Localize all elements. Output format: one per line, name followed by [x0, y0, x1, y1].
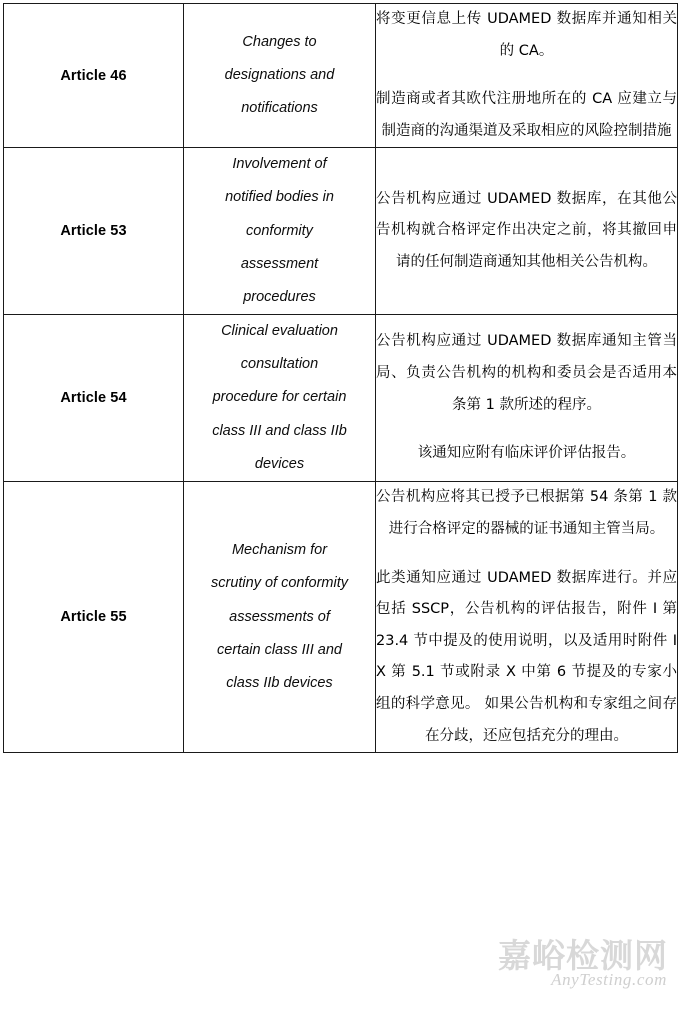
article-title-line: notifications — [241, 100, 318, 117]
table-row — [4, 148, 678, 314]
table-row — [4, 314, 678, 482]
article-title-line: Changes to — [242, 33, 317, 50]
article-content-cell — [376, 148, 678, 314]
article-title-line: Clinical evaluation — [221, 322, 338, 339]
table-body — [4, 4, 678, 753]
content-paragraph: 公告机构应通过 UDAMED 数据库，在其他公告机构就合格评定作出决定之前，将其撤回申请的任何制造商通知其他相关公告机构。 — [376, 190, 677, 270]
article-title-line: procedure for certain — [212, 389, 347, 406]
article-title-line: class IIb devices — [226, 675, 333, 692]
article-title-line: certain class III and — [217, 642, 342, 658]
table-row — [4, 482, 678, 753]
content-paragraph: 此类通知应通过 UDAMED 数据库进行。并应包括 SSCP，公告机构的评估报告，附件 I 第 23.4 节中提及的使用说明，以及适用时附件 IX 第 5.1 节或附录 X 中第 6 节提及的专家小组的科学意见。 如果公告机构和专家组之间存在分歧，还应包括充分的理由。 — [376, 569, 677, 744]
article-cell — [4, 4, 184, 148]
article-title-cell — [184, 482, 376, 753]
article-content-cell — [376, 4, 678, 148]
content-paragraph: 制造商或者其欧代注册地所在的 CA 应建立与制造商的沟通渠道及采取相应的风险控制措施 — [376, 91, 677, 139]
article-title-cell — [184, 4, 376, 148]
watermark-chinese-text: 嘉峪检测网 — [498, 936, 668, 975]
article-label: Article 46 — [60, 67, 127, 84]
article-title-line: procedures — [243, 288, 316, 305]
watermark — [470, 936, 670, 995]
content-paragraph: 公告机构应将其已授予已根据第 54 条第 1 款进行合格评定的器械的证书通知主管当局。 — [376, 489, 677, 537]
article-title-line: conformity — [246, 222, 313, 239]
content-paragraph: 该通知应附有临床评价评估报告。 — [417, 445, 636, 462]
regulation-table — [3, 3, 678, 753]
article-content-cell — [376, 314, 678, 482]
article-title-line: scrutiny of conformity — [211, 575, 348, 592]
article-title-line: Mechanism for — [231, 541, 328, 558]
content-paragraph: 将变更信息上传 UDAMED 数据库并通知相关的 CA。 — [376, 11, 677, 59]
article-title-line: assessments of — [229, 608, 330, 625]
article-title-line: devices — [254, 456, 305, 473]
article-label: Article 55 — [60, 609, 127, 626]
article-label: Article 54 — [60, 390, 127, 407]
article-title-cell — [184, 314, 376, 482]
article-cell — [4, 482, 184, 753]
table-row — [4, 4, 678, 148]
article-content-cell — [376, 482, 678, 753]
article-title-line: notified bodies in — [225, 189, 334, 206]
article-title-line: Involvement of — [232, 156, 327, 173]
article-cell — [4, 314, 184, 482]
article-cell — [4, 148, 184, 314]
article-title-line: consultation — [240, 356, 319, 373]
content-paragraph: 公告机构应通过 UDAMED 数据库通知主管当局、负责公告机构的机构和委员会是否适用本条第 1 款所述的程序。 — [376, 333, 677, 413]
article-title-line: class III and class IIb — [212, 422, 347, 439]
article-title-cell — [184, 148, 376, 314]
watermark-latin-text: AnyTesting.com — [551, 970, 667, 989]
article-title-line: designations and — [224, 67, 335, 84]
article-title-line: assessment — [240, 255, 319, 272]
article-label: Article 53 — [60, 223, 127, 240]
